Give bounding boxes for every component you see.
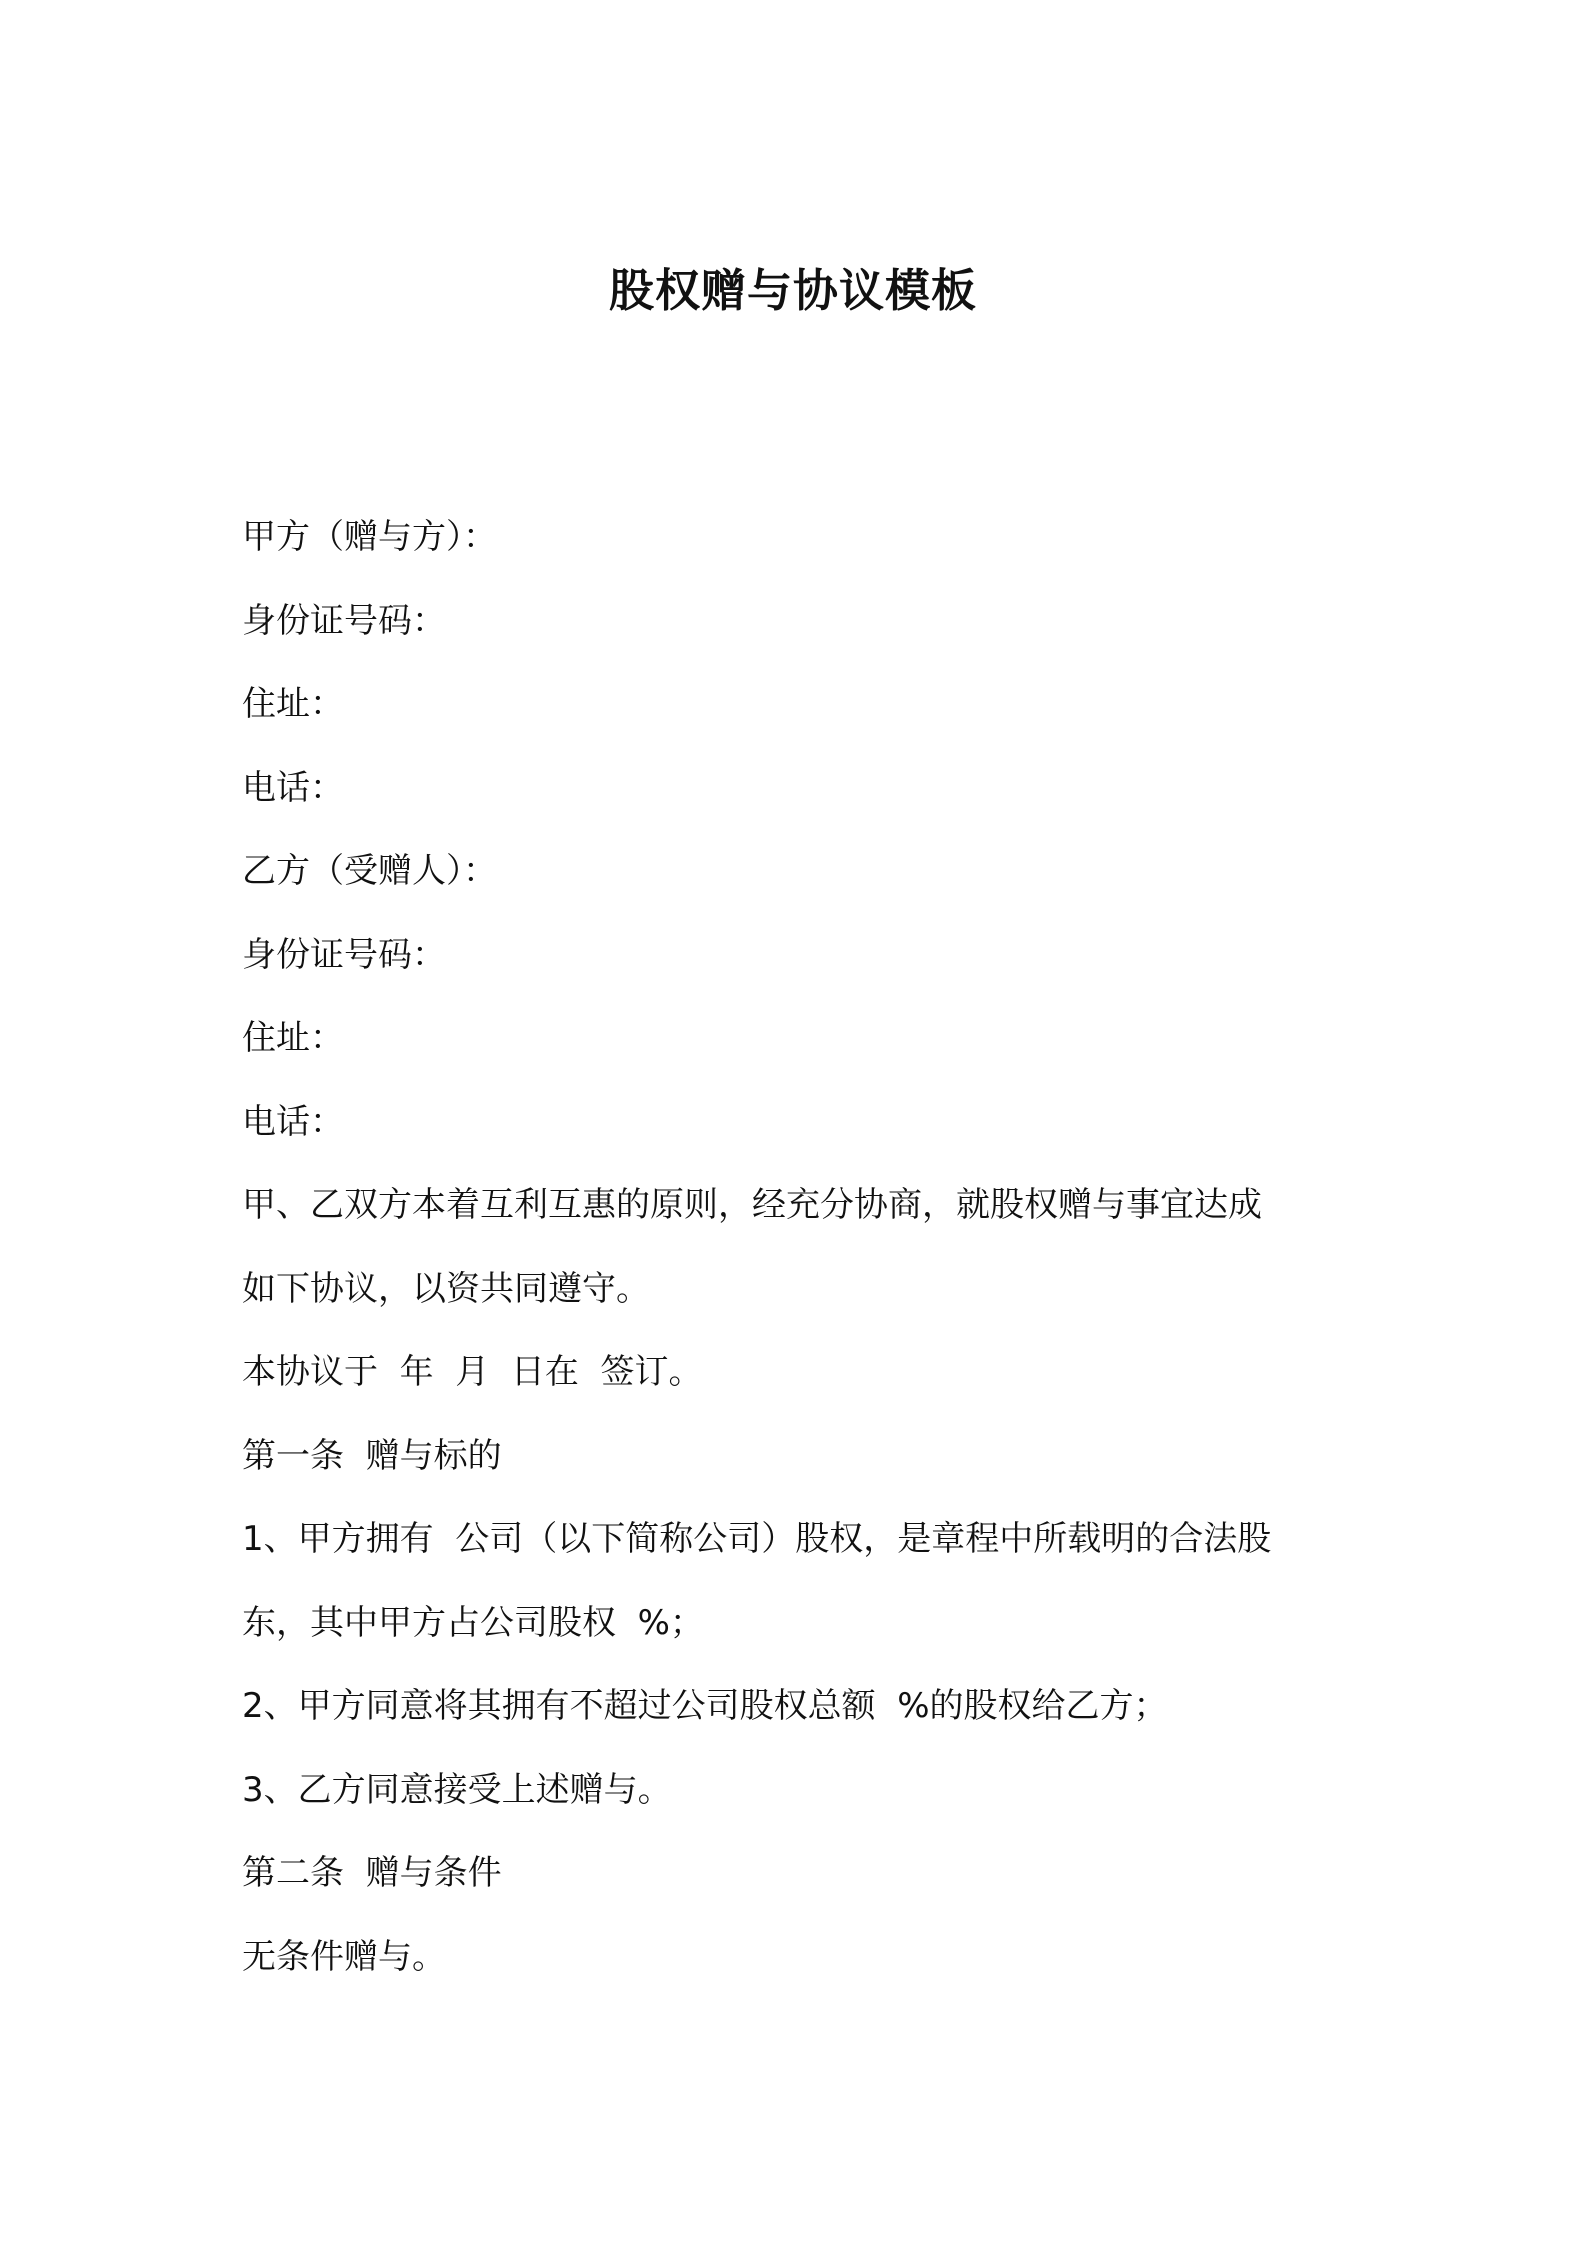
article-2-content: 无条件赠与。 [242,1936,446,1977]
party-a-phone-label: 电话： [242,767,344,808]
party-b-phone-label: 电话： [242,1101,344,1142]
signing-date-line: 本协议于 年 月 日在 签订。 [242,1352,703,1392]
party-b-address-label: 住址： [242,1018,344,1058]
preamble-line-2: 如下协议，以资共同遵守。 [242,1268,650,1309]
document-title: 股权赠与协议模板 [608,264,977,317]
party-a-label: 甲方（赠与方）： [242,517,497,557]
article-1-item-2: 2、甲方同意将其拥有不超过公司股权总额 %的股权给乙方； [242,1686,1168,1726]
party-a-id-label: 身份证号码： [242,600,446,641]
article-1-item-1-line-1: 1、甲方拥有 公司（以下简称公司）股权，是章程中所载明的合法股 [242,1519,1272,1559]
document-body [242,496,1362,1999]
preamble-line-1: 甲、乙双方本着互利互惠的原则，经充分协商，就股权赠与事宜达成 [242,1185,1262,1225]
article-1-item-1-line-2: 东，其中甲方占公司股权 %； [242,1602,704,1643]
article-1-item-3: 3、乙方同意接受上述赠与。 [242,1769,672,1810]
article-1-heading: 第一条 赠与标的 [242,1435,502,1476]
party-a-address-label: 住址： [242,684,344,724]
party-b-label: 乙方（受赠人）： [242,851,497,891]
party-b-id-label: 身份证号码： [242,934,446,975]
article-2-heading: 第二条 赠与条件 [242,1853,502,1893]
